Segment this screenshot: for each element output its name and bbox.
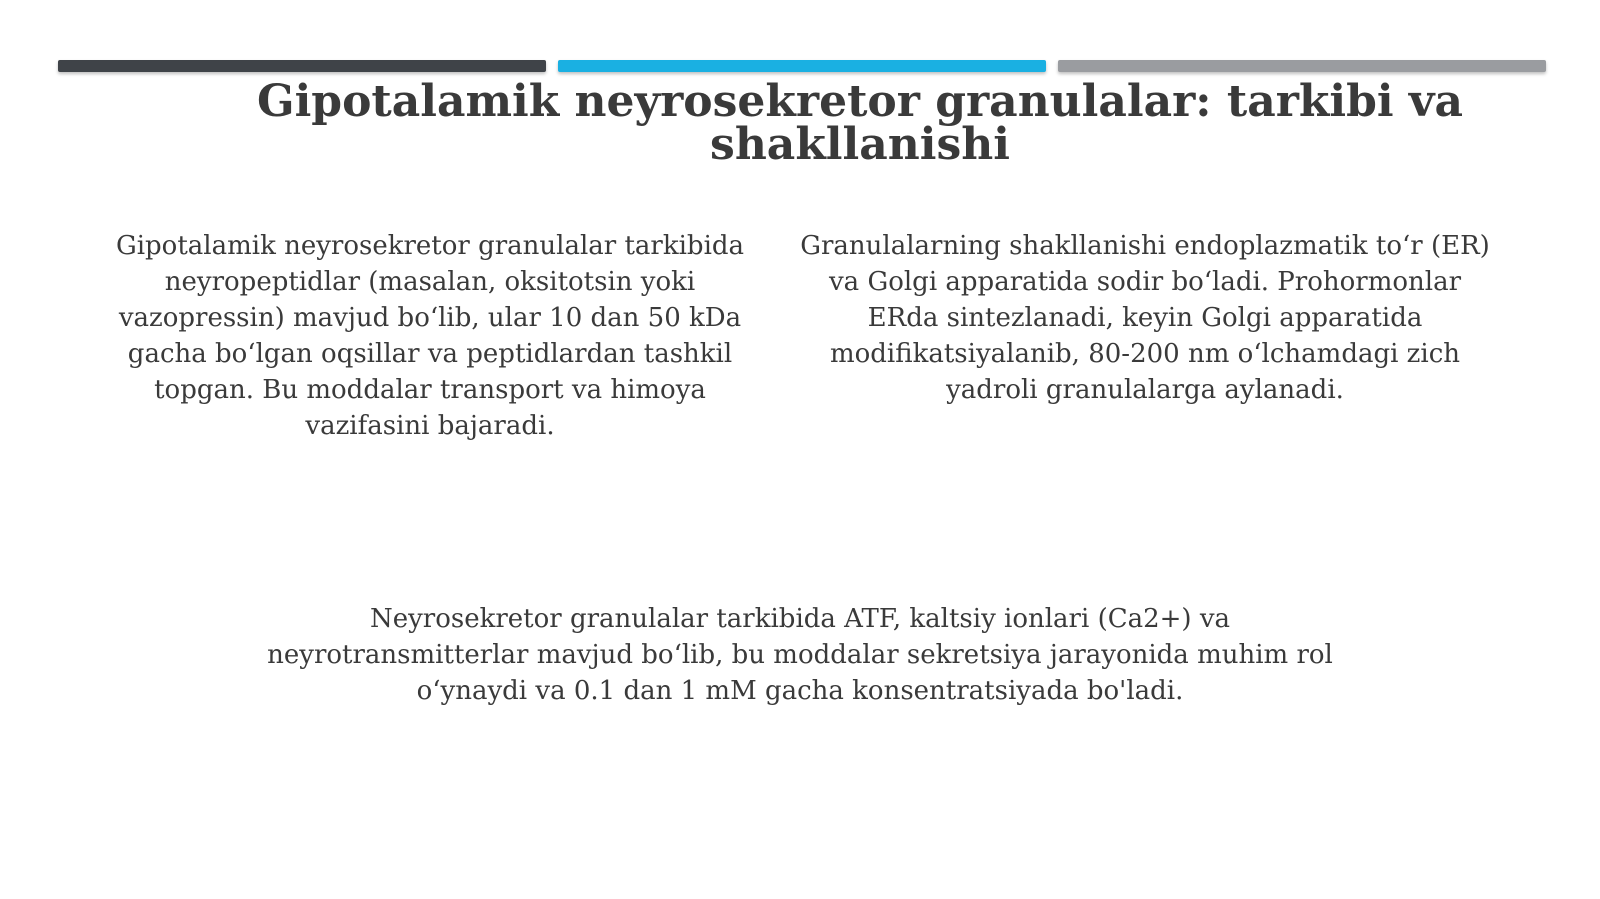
right-paragraph: Granulalarning shakllanishi endoplazmatik to‘r (ER) va Golgi apparatida sodir bo‘ladi. Prohormonlar ERda sintezlanadi, keyin Golgi apparatida modifikatsiyalanib, 80-200 nm o‘lchamdagi zich yadroli granulalarga aylanadi. (800, 231, 1490, 405)
slide-title: Gipotalamik neyrosekretor granulalar: tarkibi va shakllanishi (257, 76, 1463, 170)
decorative-bar-dark (58, 60, 546, 72)
decorative-bar-blue (558, 60, 1046, 72)
decorative-bar-gray (1058, 60, 1546, 72)
bottom-paragraph: Neyrosekretor granulalar tarkibida ATF, kaltsiy ionlari (Ca2+) va neyrotransmitterlar mavjud bo‘lib, bu moddalar sekretsiya jarayonida muhim rol o‘ynaydi va 0.1 dan 1 mM gacha konsentratsiyada bo'ladi. (267, 604, 1333, 706)
left-paragraph: Gipotalamik neyrosekretor granulalar tarkibida neyropeptidlar (masalan, oksitotsin yoki vazopressin) mavjud bo‘lib, ular 10 dan 50 kDa gacha bo‘lgan oqsillar va peptidlardan tashkil topgan. Bu moddalar transport va himoya vazifasini bajaradi. (115, 231, 745, 441)
